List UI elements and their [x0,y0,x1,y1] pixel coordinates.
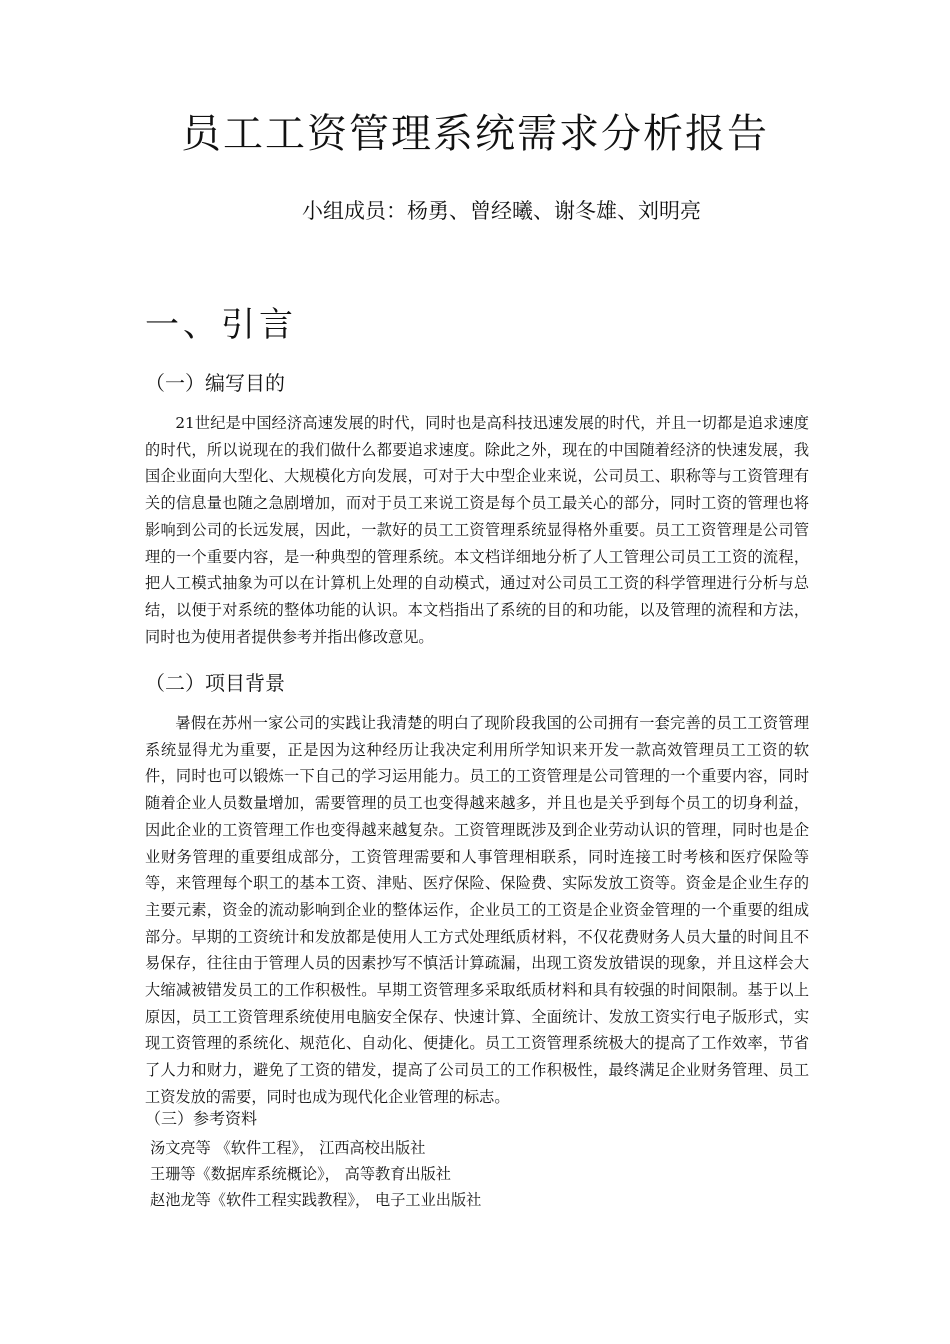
paragraph-purpose: 21世纪是中国经济高速发展的时代，同时也是高科技迅速发展的时代，并且一切都是追求速度的时代，所以说现在的我们做什么都要追求速度。除此之外，现在的中国随着经济的快速发展，我国企业面向大型化、大规模化方向发展，可对于大中型企业来说，公司员工、职称等与工资管理有关的信息量也随之急剧增加，而对于员工来说工资是每个员工最关心的部分，同时工资的管理也将影响到公司的长远发展，因此，一款好的员工工资管理系统显得格外重要。员工工资管理是公司管理的一个重要内容，是一种典型的管理系统。本文档详细地分析了人工管理公司员工工资的流程，把人工模式抽象为可以在计算机上处理的自动模式，通过对公司员工工资的科学管理进行分析与总结，以便于对系统的整体功能的认识。本文档指出了系统的目的和功能，以及管理的流程和方法，同时也为使用者提供参考并指出修改意见。 [145,414,809,646]
document-title: 员工工资管理系统需求分析报告 [181,111,769,157]
subsection-heading-background: （二）项目背景 [145,671,285,695]
reference-list [150,1135,481,1213]
reference-item: 赵池龙等《软件工程实践教程》， 电子工业出版社 [150,1191,482,1209]
reference-item: 汤文亮等 《软件工程》， 江西高校出版社 [150,1139,426,1157]
group-members: 小组成员：杨勇、曾经曦、谢冬雄、刘明亮 [302,199,701,223]
subsection-heading-purpose: （一）编写目的 [145,371,285,395]
paragraph-background: 暑假在苏州一家公司的实践让我清楚的明白了现阶段我国的公司拥有一套完善的员工工资管理系统显得尤为重要，正是因为这种经历让我决定利用所学知识来开发一款高效管理员工工资的软件，同时也可以锻炼一下自己的学习运用能力。员工的工资管理是公司管理的一个重要内容，同时随着企业人员数量增加，需要管理的员工也变得越来越多，并且也是关乎到每个员工的切身利益，因此企业的工资管理工作也变得越来越复杂。工资管理既涉及到企业劳动认识的管理，同时也是企业财务管理的重要组成部分，工资管理需要和人事管理相联系，同时连接工时考核和医疗保险等等，来管理每个职工的基本工资、津贴、医疗保险、保险费、实际发放工资等。资金是企业生存的主要元素，资金的流动影响到企业的整体运作，企业员工的工资是企业资金管理的一个重要的组成部分。早期的工资统计和发放都是使用人工方式处理纸质材料，不仅花费财务人员大量的时间且不易保存，往往由于管理人员的因素抄写不慎活计算疏漏，出现工资发放错误的现象，并且这样会大大缩减被错发员工的工作积极性。早期工资管理多采取纸质材料和具有较强的时间限制。基于以上原因，员工工资管理系统使用电脑安全保存、快速计算、全面统计、发放工资实行电子版形式，实现工资管理的系统化、规范化、自动化、便捷化。员工工资管理系统极大的提高了工作效率，节省了人力和财力，避免了工资的错发，提高了公司员工的工作积极性，最终满足企业财务管理、员工工资发放的需要，同时也成为现代化企业管理的标志。 [145,714,809,1106]
section-heading-introduction: 一、引言 [145,305,297,345]
subsection-heading-references: （三）参考资料 [145,1109,258,1128]
reference-item: 王珊等《数据库系统概论》， 高等教育出版社 [150,1165,451,1183]
